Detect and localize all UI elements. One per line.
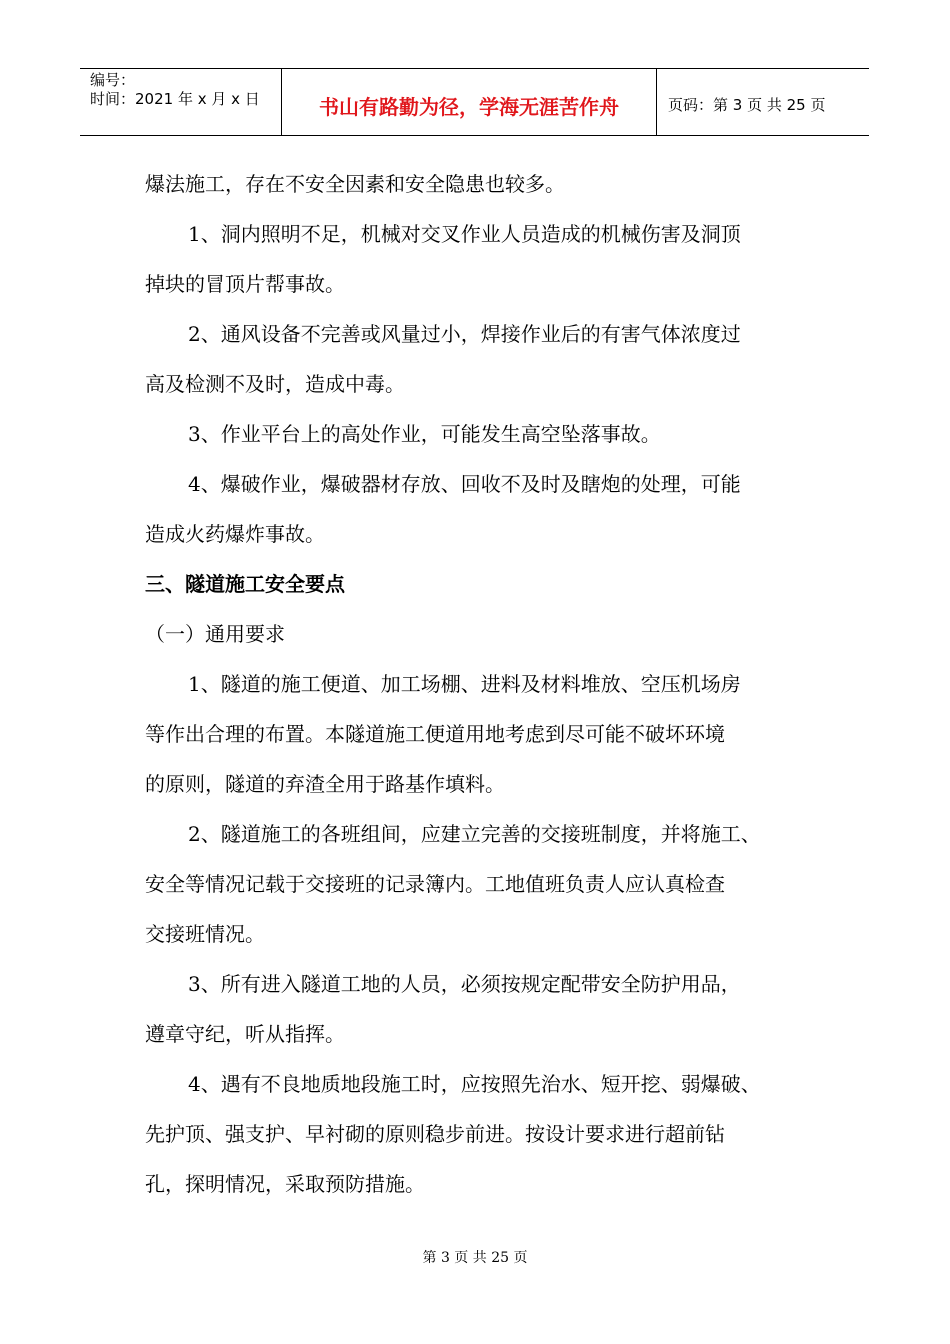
body-line: 3、作业平台上的高处作业，可能发生高空坠落事故。 xyxy=(188,422,661,446)
body-line: 4、爆破作业，爆破器材存放、回收不及时及瞎炮的处理，可能 xyxy=(188,472,741,496)
body-line: 掉块的冒顶片帮事故。 xyxy=(145,272,345,296)
body-line: 2、通风设备不完善或风量过小，焊接作业后的有害气体浓度过 xyxy=(188,322,741,346)
body-line: 1、隧道的施工便道、加工场棚、进料及材料堆放、空压机场房 xyxy=(188,672,741,696)
body-line: 4、遇有不良地质地段施工时，应按照先治水、短开挖、弱爆破、 xyxy=(188,1072,761,1096)
header-divider xyxy=(656,69,657,135)
header-meta xyxy=(90,71,260,109)
body-line: 遵章守纪，听从指挥。 xyxy=(145,1022,345,1046)
body-line: 爆法施工，存在不安全因素和安全隐患也较多。 xyxy=(145,172,565,196)
document-time-label: 时间：2021 年 x 月 x 日 xyxy=(90,90,260,108)
body-line: 2、隧道施工的各班组间，应建立完善的交接班制度，并将施工、 xyxy=(188,822,761,846)
subsection-heading: （一）通用要求 xyxy=(145,622,285,646)
body-line: 先护顶、强支护、早衬砌的原则稳步前进。按设计要求进行超前钻 xyxy=(145,1122,725,1146)
body-line: 高及检测不及时，造成中毒。 xyxy=(145,372,405,396)
document-header xyxy=(80,68,869,136)
body-line: 安全等情况记载于交接班的记录簿内。工地值班负责人应认真检查 xyxy=(145,872,725,896)
section-heading: 三、隧道施工安全要点 xyxy=(145,572,345,596)
body-line: 3、所有进入隧道工地的人员，必须按规定配带安全防护用品， xyxy=(188,972,741,996)
page-footer: 第 3 页 共 25 页 xyxy=(422,1250,528,1266)
body-line: 1、洞内照明不足，机械对交叉作业人员造成的机械伤害及洞顶 xyxy=(188,222,741,246)
body-line: 的原则，隧道的弃渣全用于路基作填料。 xyxy=(145,772,505,796)
body-line: 等作出合理的布置。本隧道施工便道用地考虑到尽可能不破坏环境 xyxy=(145,722,725,746)
body-line: 孔，探明情况，采取预防措施。 xyxy=(145,1172,425,1196)
header-motto: 书山有路勤为径，学海无涯苦作舟 xyxy=(319,95,619,119)
body-line: 交接班情况。 xyxy=(145,922,265,946)
header-page-info: 页码：第 3 页 共 25 页 xyxy=(668,96,826,114)
document-number-label: 编号： xyxy=(90,71,136,89)
body-line: 造成火药爆炸事故。 xyxy=(145,522,325,546)
